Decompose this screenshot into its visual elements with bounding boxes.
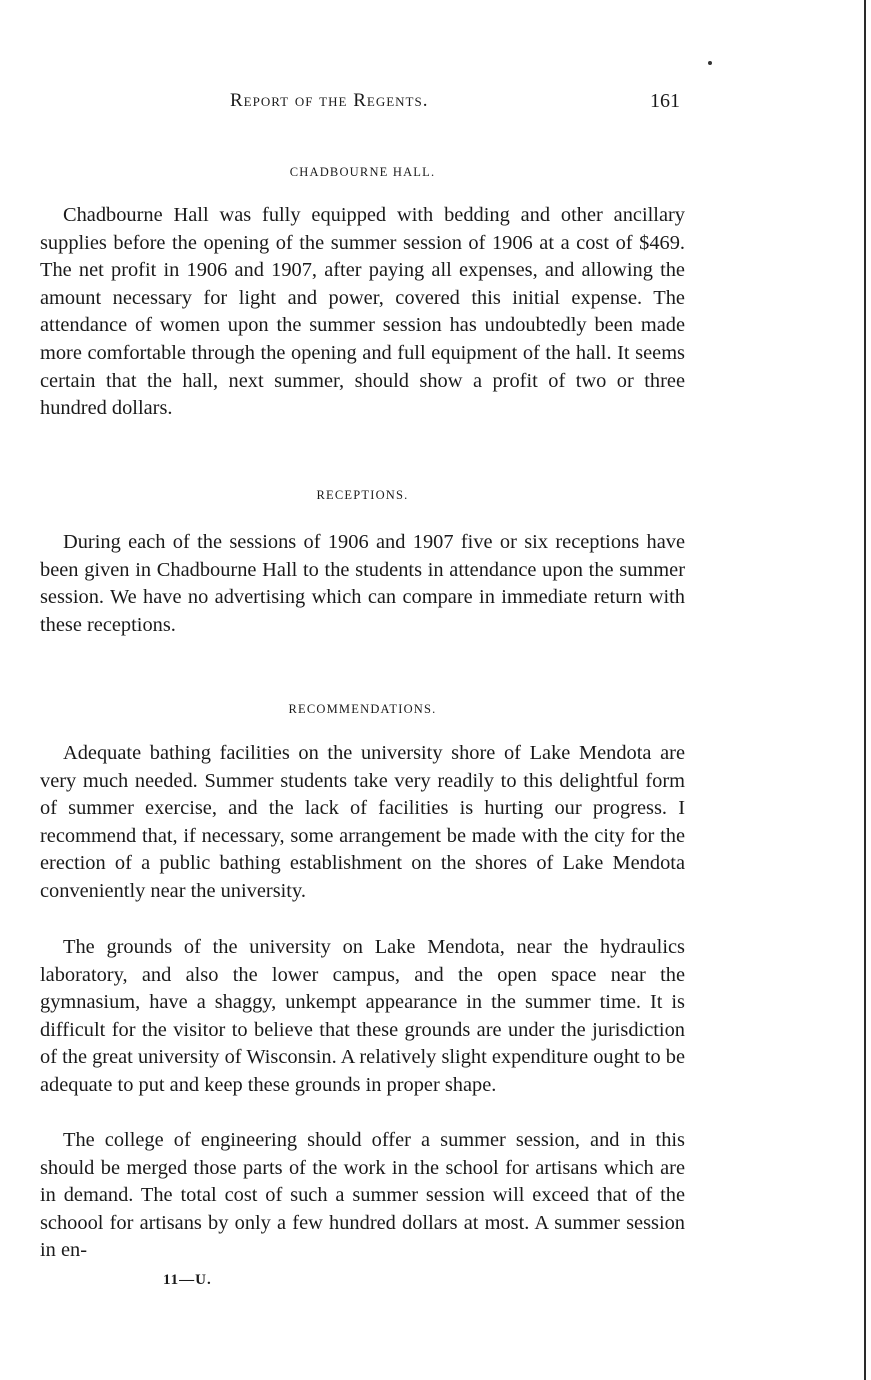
page-edge-line <box>864 0 866 1380</box>
ink-speck <box>708 61 712 65</box>
paragraph-bathing-facilities: Adequate bathing facilities on the university shore of Lake Mendota are very much needed. Summer students take very readily to this delightful form of summer exercise, and the lack of facilities is hurting our progress. I recommend that, if necessary, some arrangement be made with the city for the erection of a public bathing establishment on the shores of Lake Mendota conveniently near the university. <box>40 742 685 902</box>
paragraph-university-grounds: The grounds of the university on Lake Mendota, near the hydraulics laboratory, and also the lower campus, and the open space near the gymnasium, have a shaggy, unkempt appearance in the summer time. It is difficult for the visitor to believe that these grounds are under the jurisdiction of the great university of Wisconsin. A relatively slight expenditure ought to be adequate to put and keep these grounds in proper shape. <box>40 936 685 1096</box>
signature-mark: 11—U. <box>163 1272 212 1288</box>
page-number: 161 <box>650 90 680 112</box>
paragraph-chadbourne-hall: Chadbourne Hall was fully equipped with bedding and other ancillary supplies before the opening of the summer session of 1906 at a cost of $469. The net profit in 1906 and 1907, after paying all expenses, and allowing the amount necessary for light and power, covered this initial expense. The attendance of women upon the summer session has undoubtedly been made more comfortable through the opening and full equipment of the hall. It seems certain that the hall, next summer, should show a profit of two or three hundred dollars. <box>40 204 685 420</box>
paragraph-college-engineering: The college of engineering should offer a summer session, and in this should be merged those parts of the work in the school for artisans which are in demand. The total cost of such a summer session will exceed that of the schoool for artisans by only a few hundred dollars at most. A summer session in en- <box>40 1129 685 1262</box>
paragraph-receptions: During each of the sessions of 1906 and 1907 five or six receptions have been given in Chadbourne Hall to the students in attendance upon the summer session. We have no advertising which can compare in immediate return with these receptions. <box>40 531 685 636</box>
section-heading-chadbourne-hall: CHADBOURNE HALL. <box>289 165 436 179</box>
section-heading-receptions: RECEPTIONS. <box>316 488 409 502</box>
running-head <box>40 90 680 120</box>
running-title: Report of the Regents. <box>230 90 429 111</box>
section-heading-recommendations: RECOMMENDATIONS. <box>288 702 437 716</box>
